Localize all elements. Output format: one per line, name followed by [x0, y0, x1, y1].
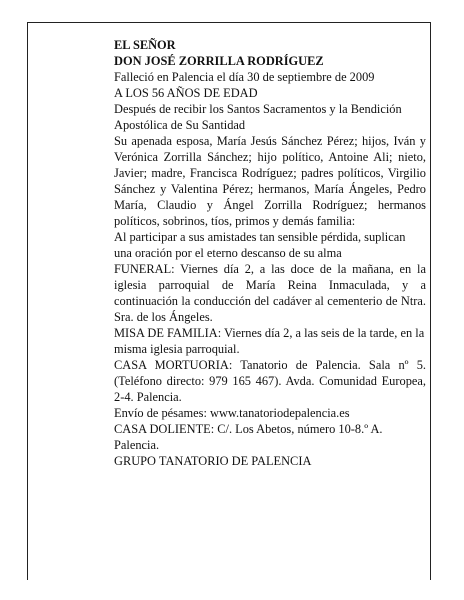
mourning-house-paragraph: CASA DOLIENTE: C/. Los Abetos, número 10-8.º A. Palencia.	[114, 422, 383, 452]
deceased-name: DON JOSÉ ZORRILLA RODRÍGUEZ	[114, 54, 324, 68]
prayer-request-paragraph: Al participar a sus amistades tan sensible pérdida, suplican una oración por el eterno descanso de su alma	[114, 230, 406, 260]
frame-top-rule	[27, 22, 431, 23]
condolences-paragraph: Envío de pésames: www.tanatoriodepalencia.es	[114, 406, 350, 420]
sacraments-paragraph: Después de recibir los Santos Sacramentos y la Bendición Apostólica de Su Santidad	[114, 102, 402, 132]
mortuary-paragraph: CASA MORTUORIA: Tanatorio de Palencia. Sala nº 5. (Teléfono directo: 979 165 467). Avda. Comunidad Europea, 2-4. Palencia.	[114, 358, 426, 404]
frame-left-rule	[27, 22, 28, 580]
obituary-notice	[114, 37, 426, 469]
funeral-paragraph: FUNERAL: Viernes día 2, a las doce de la mañana, en la iglesia parroquial de María Reina Inmaculada, y a continuación la conducción del cadáver al cementerio de Ntra. Sra. de los Ángeles.	[114, 262, 426, 324]
frame-right-rule	[430, 22, 431, 580]
funeral-home-signature: GRUPO TANATORIO DE PALENCIA	[114, 454, 312, 468]
death-notice: Falleció en Palencia el día 30 de septiembre de 2009	[114, 70, 375, 84]
family-paragraph: Su apenada esposa, María Jesús Sánchez Pérez; hijos, Iván y Verónica Zorrilla Sánchez; hijo político, Antoine Ali; nieto, Javier; madre, Francisca Rodríguez; padres políticos, Virgilio Sánchez y Valentina Pérez; hermanos, María Ángeles, Pedro María, Claudio y Ángel Zorrilla Rodríguez; hermanos políticos, sobrinos, tíos, primos y demás familia:	[114, 134, 426, 228]
heading-title: EL SEÑOR	[114, 38, 176, 52]
age-notice: A LOS 56 AÑOS DE EDAD	[114, 86, 258, 100]
family-mass-paragraph: MISA DE FAMILIA: Viernes día 2, a las seis de la tarde, en la misma iglesia parroquial.	[114, 326, 425, 356]
